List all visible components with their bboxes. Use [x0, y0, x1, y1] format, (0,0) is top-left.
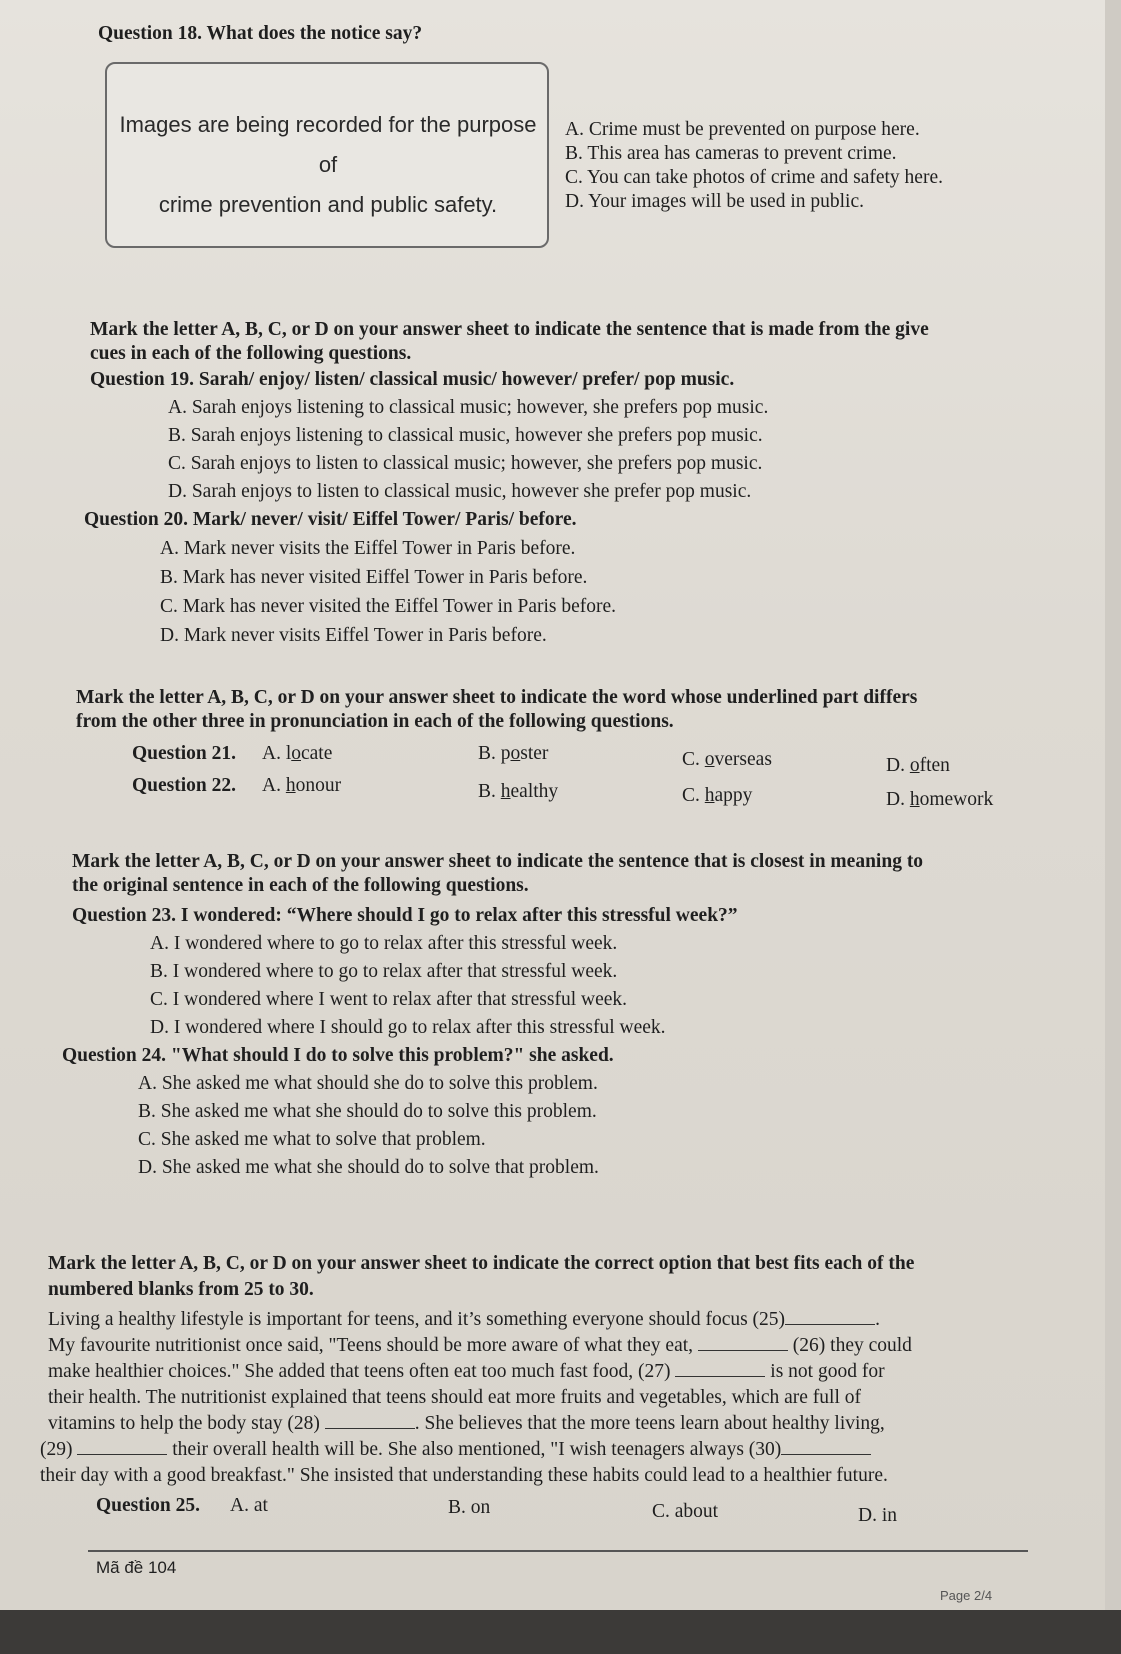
notice-line-2: crime prevention and public safety. — [158, 192, 498, 217]
footer-divider — [88, 1550, 1028, 1552]
q25-option-d[interactable]: D. in — [858, 1505, 897, 1526]
q23-option-a[interactable]: A. I wondered where to go to relax after this stressful week. — [150, 933, 618, 954]
exam-code: Mã đề 104 — [96, 1558, 177, 1577]
q21-option-c[interactable]: C. overseas — [682, 749, 772, 770]
q20-option-b[interactable]: B. Mark has never visited Eiffel Tower in Paris before. — [160, 567, 588, 588]
blank-27[interactable] — [675, 1360, 765, 1377]
q23-option-b[interactable]: B. I wondered where to go to relax after that stressful week. — [150, 961, 618, 982]
question-24-title: Question 24. "What should I do to solve this problem?" she asked. — [62, 1045, 614, 1066]
q19-option-c[interactable]: C. Sarah enjoys to listen to classical music; however, she prefers pop music. — [168, 453, 763, 474]
question-21-title: Question 21. — [132, 743, 237, 764]
section-cues-instruction-2: cues in each of the following questions. — [90, 343, 412, 364]
q25-option-c[interactable]: C. about — [652, 1501, 719, 1522]
passage-line-5: vitamins to help the body stay (28) . She believes that the more teens learn about healthy living, — [48, 1413, 885, 1434]
blank-26[interactable] — [698, 1334, 788, 1351]
q24-option-d[interactable]: D. She asked me what she should do to solve that problem. — [138, 1157, 599, 1178]
page-number: Page 2/4 — [940, 1588, 993, 1603]
blank-28[interactable] — [325, 1412, 415, 1429]
question-23-title: Question 23. I wondered: “Where should I go to relax after this stressful week?” — [72, 905, 738, 926]
q20-option-a[interactable]: A. Mark never visits the Eiffel Tower in Paris before. — [160, 538, 576, 559]
passage-line-2: My favourite nutritionist once said, "Teens should be more aware of what they eat, (26) they could — [48, 1335, 912, 1356]
q19-option-b[interactable]: B. Sarah enjoys listening to classical music, however she prefers pop music. — [168, 425, 763, 446]
question-18-title: Question 18. What does the notice say? — [98, 23, 423, 44]
q21-option-d[interactable]: D. often — [886, 755, 950, 776]
section-cues-instruction-1: Mark the letter A, B, C, or D on your answer sheet to indicate the sentence that is made from the give — [90, 319, 929, 340]
section-meaning-instruction-1: Mark the letter A, B, C, or D on your answer sheet to indicate the sentence that is closest in meaning to — [72, 851, 924, 872]
q23-option-d[interactable]: D. I wondered where I should go to relax after this stressful week. — [150, 1017, 666, 1038]
q18-option-d[interactable]: D. Your images will be used in public. — [565, 191, 864, 212]
section-cloze-instruction-2: numbered blanks from 25 to 30. — [48, 1279, 314, 1300]
blank-30[interactable] — [781, 1438, 871, 1455]
question-20-title: Question 20. Mark/ never/ visit/ Eiffel Tower/ Paris/ before. — [84, 509, 577, 530]
q21-option-a[interactable]: A. locate — [262, 743, 333, 764]
blank-25[interactable] — [785, 1308, 875, 1325]
q25-option-b[interactable]: B. on — [448, 1497, 491, 1518]
q18-option-c[interactable]: C. You can take photos of crime and safety here. — [565, 167, 943, 188]
q19-option-d[interactable]: D. Sarah enjoys to listen to classical music, however she prefer pop music. — [168, 481, 752, 502]
question-22-title: Question 22. — [132, 775, 237, 796]
page-shadow — [0, 1610, 1121, 1654]
q22-option-b[interactable]: B. healthy — [478, 781, 559, 802]
q20-option-d[interactable]: D. Mark never visits Eiffel Tower in Paris before. — [160, 625, 547, 646]
question-25-title: Question 25. — [96, 1495, 201, 1516]
section-cloze-instruction-1: Mark the letter A, B, C, or D on your answer sheet to indicate the correct option that best fits each of the — [48, 1253, 915, 1274]
passage-line-1: Living a healthy lifestyle is important for teens, and it’s something everyone should focus (25) . — [48, 1309, 880, 1330]
q20-option-c[interactable]: C. Mark has never visited the Eiffel Tower in Paris before. — [160, 596, 617, 617]
q22-option-c[interactable]: C. happy — [682, 785, 753, 806]
section-pron-instruction-2: from the other three in pronunciation in each of the following questions. — [76, 711, 674, 732]
notice-line-1: Images are being recorded for the purpose of — [119, 112, 537, 177]
blank-29[interactable] — [77, 1438, 167, 1455]
q18-option-a[interactable]: A. Crime must be prevented on purpose here. — [565, 119, 920, 140]
q24-option-c[interactable]: C. She asked me what to solve that problem. — [138, 1129, 486, 1150]
q18-option-b[interactable]: B. This area has cameras to prevent crime. — [565, 143, 897, 164]
notice-text — [118, 105, 538, 225]
passage-line-7: their day with a good breakfast." She insisted that understanding these habits could lead to a healthier future. — [40, 1465, 888, 1486]
passage-line-4: their health. The nutritionist explained that teens should eat more fruits and vegetables, which are full of — [48, 1387, 861, 1408]
q22-option-a[interactable]: A. honour — [262, 775, 342, 796]
q19-option-a[interactable]: A. Sarah enjoys listening to classical music; however, she prefers pop music. — [168, 397, 769, 418]
q22-option-d[interactable]: D. homework — [886, 789, 994, 810]
q24-option-b[interactable]: B. She asked me what she should do to solve this problem. — [138, 1101, 597, 1122]
passage-line-3: make healthier choices." She added that teens often eat too much fast food, (27) is not good for — [48, 1361, 885, 1382]
q25-option-a[interactable]: A. at — [230, 1495, 268, 1516]
passage-line-6: (29) their overall health will be. She also mentioned, "I wish teenagers always (30) — [40, 1438, 871, 1462]
question-19-title: Question 19. Sarah/ enjoy/ listen/ classical music/ however/ prefer/ pop music. — [90, 369, 735, 390]
q23-option-c[interactable]: C. I wondered where I went to relax after that stressful week. — [150, 989, 628, 1010]
q21-option-b[interactable]: B. poster — [478, 743, 549, 764]
section-pron-instruction-1: Mark the letter A, B, C, or D on your answer sheet to indicate the word whose underlined part differs — [76, 687, 918, 708]
section-meaning-instruction-2: the original sentence in each of the following questions. — [72, 875, 529, 896]
q24-option-a[interactable]: A. She asked me what should she do to solve this problem. — [138, 1073, 598, 1094]
